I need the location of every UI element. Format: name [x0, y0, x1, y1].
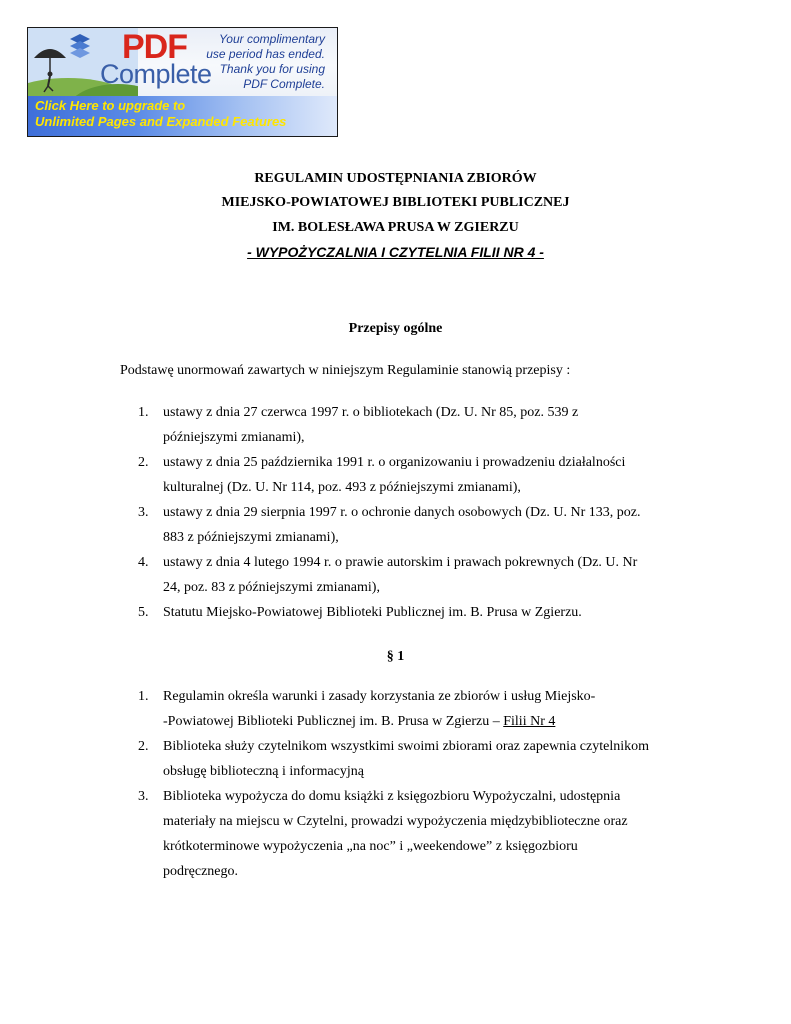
promo-line: Your complimentary	[218, 32, 325, 46]
list-number: 5.	[138, 605, 149, 620]
list-item	[138, 500, 678, 550]
list-number: 3.	[138, 789, 149, 804]
list-text: ustawy z dnia 29 sierpnia 1997 r. o ochronie danych osobowych (Dz. U. Nr 133, poz.	[163, 505, 641, 520]
list-number: 2.	[138, 739, 149, 754]
pdf-logo-text: PDF	[122, 28, 187, 66]
list-number: 1.	[138, 689, 149, 704]
list-item	[138, 600, 678, 625]
intro-paragraph: Podstawę unormowań zawartych w niniejszym Regulaminie stanowią przepisy :	[120, 363, 571, 378]
promo-message	[175, 32, 325, 92]
list-text: materiały na miejscu w Czytelni, prowadzi wypożyczenia międzybiblioteczne oraz	[163, 814, 628, 829]
upgrade-banner[interactable]	[27, 27, 338, 137]
list-text: podręcznego.	[163, 864, 239, 879]
list-text: ustawy z dnia 27 czerwca 1997 r. o bibliotekach (Dz. U. Nr 85, poz. 539 z	[163, 405, 579, 420]
document-title-line-1: REGULAMIN UDOSTĘPNIANIA ZBIORÓW	[254, 171, 537, 186]
list-item	[138, 734, 678, 784]
promo-line: use period has ended.	[206, 47, 325, 61]
legal-basis-list	[138, 400, 678, 625]
document-title-line-3: IM. BOLESŁAWA PRUSA W ZGIERZU	[272, 220, 519, 235]
complete-logo-text: Complete	[100, 59, 212, 89]
branch-name-underlined: Filii Nr 4	[503, 714, 556, 729]
list-text-prefix: -Powiatowej Biblioteki Publicznej im. B. Prusa w Zgierzu –	[163, 714, 504, 729]
document-title-line-2: MIEJSKO-POWIATOWEJ BIBLIOTEKI PUBLICZNEJ	[221, 195, 570, 210]
list-text: krótkoterminowe wypożyczenia „na noc” i „weekendowe” z księgozbioru	[163, 839, 578, 854]
promo-line: Thank you for using	[219, 62, 325, 76]
list-text: ustawy z dnia 4 lutego 1994 r. o prawie autorskim i prawach pokrewnych (Dz. U. Nr	[163, 555, 638, 570]
list-text: Regulamin określa warunki i zasady korzystania ze zbiorów i usług Miejsko-	[163, 689, 596, 704]
list-item	[138, 450, 678, 500]
document-subtitle: - WYPOŻYCZALNIA I CZYTELNIA FILII NR 4 -	[247, 244, 544, 260]
section-1-list	[138, 684, 678, 884]
list-item	[138, 684, 678, 734]
list-text: obsługę biblioteczną i informacyjną	[163, 764, 364, 779]
list-item	[138, 550, 678, 600]
stack-icon	[70, 34, 90, 58]
cta-line[interactable]: Unlimited Pages and Expanded Features	[35, 114, 287, 129]
list-text: późniejszymi zmianami),	[163, 430, 305, 445]
list-number: 2.	[138, 455, 149, 470]
list-text: kulturalnej (Dz. U. Nr 114, poz. 493 z późniejszymi zmianami),	[163, 480, 521, 495]
list-item	[138, 784, 678, 884]
list-text: Biblioteka wypożycza do domu książki z księgozbioru Wypożyczalni, udostępnia	[163, 789, 621, 804]
promo-line: PDF Complete.	[243, 77, 325, 91]
general-provisions-heading: Przepisy ogólne	[348, 321, 443, 336]
list-text	[163, 709, 678, 734]
list-text: Biblioteka służy czytelnikom wszystkimi swoimi zbiorami oraz zapewnia czytelnikom	[163, 739, 649, 754]
list-number: 3.	[138, 505, 149, 520]
upgrade-link[interactable]	[35, 98, 286, 130]
list-number: 4.	[138, 555, 149, 570]
section-1-heading: § 1	[386, 649, 405, 664]
list-text: 24, poz. 83 z późniejszymi zmianami),	[163, 580, 380, 595]
cta-line[interactable]: Click Here to upgrade to	[35, 98, 186, 113]
list-text: ustawy z dnia 25 października 1991 r. o organizowaniu i prowadzeniu działalności	[163, 455, 626, 470]
list-number: 1.	[138, 405, 149, 420]
list-item	[138, 400, 678, 450]
list-text: Statutu Miejsko-Powiatowej Biblioteki Publicznej im. B. Prusa w Zgierzu.	[163, 605, 582, 620]
list-text: 883 z późniejszymi zmianami),	[163, 530, 339, 545]
